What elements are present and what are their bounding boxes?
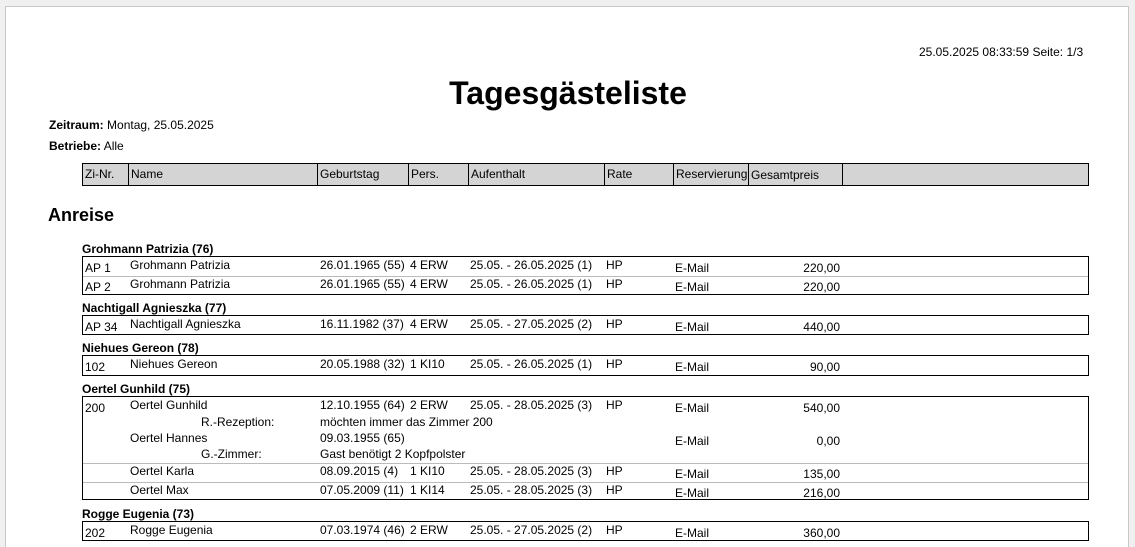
cell-rate: HP <box>606 483 623 497</box>
cell-geburtstag: 08.09.2015 (4) <box>320 464 399 478</box>
cell-rate: HP <box>606 398 623 412</box>
cell-zi: AP 34 <box>85 320 118 334</box>
cell-gesamtpreis: 0,00 <box>816 434 840 448</box>
cell-geburtstag: 16.11.1982 (37) <box>320 317 404 331</box>
group-box <box>82 315 1089 335</box>
cell-pers: 2 ERW <box>410 523 448 537</box>
cell-aufenthalt: 25.05. - 28.05.2025 (3) <box>470 464 593 478</box>
note-text: Gast benötigt 2 Kopfpolster <box>320 447 466 461</box>
col-aufenthalt: Aufenthalt <box>469 164 605 185</box>
group-box <box>82 521 1089 541</box>
cell-reservierung: E-Mail <box>675 401 710 415</box>
cell-pers: 2 ERW <box>410 398 448 412</box>
cell-reservierung: E-Mail <box>675 280 710 294</box>
cell-pers: 1 KI10 <box>410 357 445 371</box>
cell-name: Oertel Gunhild <box>130 398 208 412</box>
cell-zi: AP 2 <box>85 280 111 294</box>
zeitraum-label: Zeitraum: <box>49 118 104 132</box>
note-row <box>83 447 1088 464</box>
cell-reservierung: E-Mail <box>675 261 710 275</box>
cell-aufenthalt: 25.05. - 27.05.2025 (2) <box>470 317 593 331</box>
cell-name: Oertel Hannes <box>130 431 208 445</box>
cell-name: Grohmann Patrizia <box>130 277 231 291</box>
group-title: Rogge Eugenia (73) <box>82 507 195 521</box>
cell-pers: 4 ERW <box>410 317 448 331</box>
cell-aufenthalt: 25.05. - 28.05.2025 (3) <box>470 398 593 412</box>
betriebe-line <box>49 139 124 153</box>
group-box <box>82 396 1089 500</box>
report-page <box>5 6 1129 547</box>
print-timestamp: 25.05.2025 08:33:59 Seite: 1/3 <box>919 45 1084 59</box>
report-title: Tagesgästeliste <box>449 75 687 111</box>
col-name: Name <box>129 164 318 185</box>
cell-name: Oertel Max <box>130 483 189 497</box>
group-title: Oertel Gunhild (75) <box>82 382 191 396</box>
cell-reservierung: E-Mail <box>675 320 710 334</box>
group-box <box>82 256 1089 295</box>
table-row <box>83 276 1088 293</box>
zeitraum-value: Montag, 25.05.2025 <box>107 118 214 132</box>
col-gesamtpreis: Gesamtpreis <box>749 164 843 185</box>
cell-rate: HP <box>606 357 623 371</box>
table-row <box>83 431 1088 448</box>
cell-aufenthalt: 25.05. - 27.05.2025 (2) <box>470 523 593 537</box>
betriebe-label: Betriebe: <box>49 139 102 153</box>
zeitraum-line <box>49 118 214 132</box>
table-row <box>83 258 1088 275</box>
cell-reservierung: E-Mail <box>675 486 710 500</box>
cell-zi: AP 1 <box>85 261 111 275</box>
cell-gesamtpreis: 135,00 <box>803 467 840 481</box>
cell-name: Grohmann Patrizia <box>130 258 231 272</box>
cell-geburtstag: 26.01.1965 (55) <box>320 258 405 272</box>
cell-pers: 1 KI14 <box>410 483 445 497</box>
cell-pers: 4 ERW <box>410 258 448 272</box>
group-title: Niehues Gereon (78) <box>82 341 199 355</box>
cell-aufenthalt: 25.05. - 28.05.2025 (3) <box>470 483 593 497</box>
cell-pers: 4 ERW <box>410 277 448 291</box>
cell-reservierung: E-Mail <box>675 526 710 540</box>
cell-reservierung: E-Mail <box>675 360 710 374</box>
cell-aufenthalt: 25.05. - 26.05.2025 (1) <box>470 357 593 371</box>
note-label: G.-Zimmer: <box>201 447 262 461</box>
cell-zi: 102 <box>85 360 106 374</box>
note-text: möchten immer das Zimmer 200 <box>320 415 493 429</box>
cell-rate: HP <box>606 523 623 537</box>
cell-aufenthalt: 25.05. - 26.05.2025 (1) <box>470 277 593 291</box>
col-reservierung: Reservierung <box>674 164 749 185</box>
cell-geburtstag: 12.10.1955 (64) <box>320 398 405 412</box>
table-row <box>83 398 1088 415</box>
cell-gesamtpreis: 440,00 <box>803 320 840 334</box>
table-row <box>83 523 1088 540</box>
cell-rate: HP <box>606 258 623 272</box>
column-header-row <box>82 163 1089 186</box>
cell-gesamtpreis: 220,00 <box>803 280 840 294</box>
cell-name: Nachtigall Agnieszka <box>130 317 241 331</box>
cell-gesamtpreis: 220,00 <box>803 261 840 275</box>
col-pers: Pers. <box>409 164 469 185</box>
note-row <box>83 415 1088 432</box>
cell-aufenthalt: 25.05. - 26.05.2025 (1) <box>470 258 593 272</box>
col-geburtstag: Geburtstag <box>318 164 409 185</box>
cell-geburtstag: 20.05.1988 (32) <box>320 357 405 371</box>
table-row <box>83 482 1088 499</box>
cell-rate: HP <box>606 464 623 478</box>
cell-reservierung: E-Mail <box>675 467 710 481</box>
table-row <box>83 357 1088 374</box>
cell-geburtstag: 07.03.1974 (46) <box>320 523 405 537</box>
col-rate: Rate <box>605 164 674 185</box>
section-anreise: Anreise <box>48 205 115 225</box>
cell-name: Rogge Eugenia <box>130 523 213 537</box>
note-label: R.-Rezeption: <box>201 415 275 429</box>
cell-gesamtpreis: 540,00 <box>803 401 840 415</box>
cell-zi: 200 <box>85 401 106 415</box>
cell-gesamtpreis: 360,00 <box>803 526 840 540</box>
betriebe-value: Alle <box>103 139 124 153</box>
cell-gesamtpreis: 90,00 <box>809 360 840 374</box>
cell-gesamtpreis: 216,00 <box>803 486 840 500</box>
cell-name: Oertel Karla <box>130 464 195 478</box>
cell-name: Niehues Gereon <box>130 357 218 371</box>
cell-pers: 1 KI10 <box>410 464 445 478</box>
group-title: Grohmann Patrizia (76) <box>82 242 214 256</box>
table-row <box>83 317 1088 334</box>
cell-zi: 202 <box>85 526 106 540</box>
cell-geburtstag: 07.05.2009 (11) <box>320 483 404 497</box>
group-box <box>82 355 1089 376</box>
cell-reservierung: E-Mail <box>675 434 710 448</box>
cell-rate: HP <box>606 277 623 291</box>
cell-geburtstag: 26.01.1965 (55) <box>320 277 405 291</box>
cell-rate: HP <box>606 317 623 331</box>
col-zi-nr: Zi-Nr. <box>83 164 129 185</box>
table-row <box>83 463 1088 480</box>
cell-geburtstag: 09.03.1955 (65) <box>320 431 405 445</box>
group-title: Nachtigall Agnieszka (77) <box>82 301 227 315</box>
